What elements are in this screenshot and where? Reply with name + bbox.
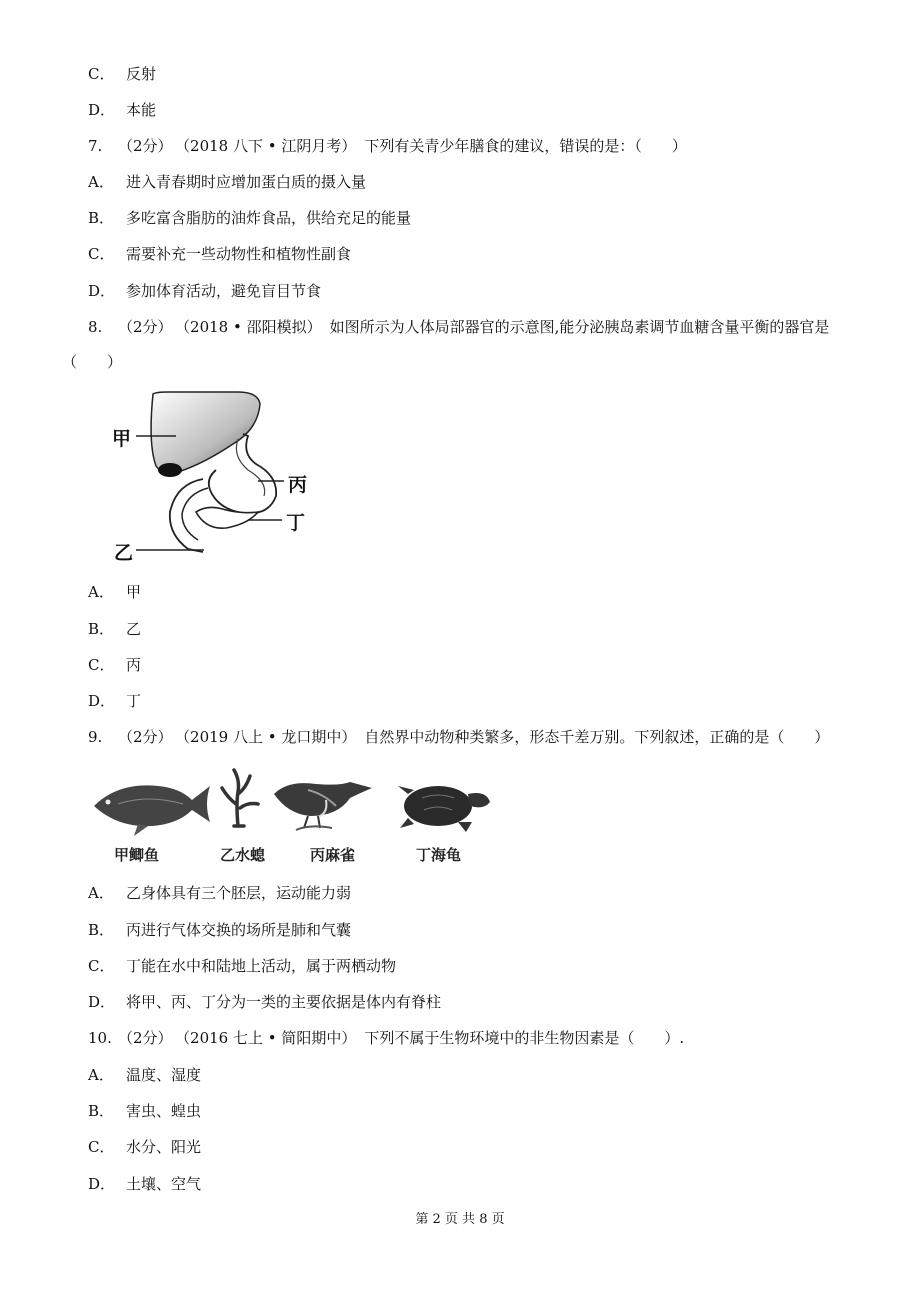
q8-option-a: A． 甲 <box>88 583 142 601</box>
q10-option-d: D． 土壤、空气 <box>88 1175 202 1193</box>
label-hydra: 乙水螅 <box>220 846 266 864</box>
q9-option-a: A． 乙身体具有三个胚层，运动能力弱 <box>88 884 352 902</box>
label-yi: 乙 <box>114 542 134 564</box>
q9-option-b: B． 丙进行气体交换的场所是肺和气囊 <box>88 921 352 939</box>
fish-image <box>94 785 210 836</box>
label-sea-turtle: 丁海龟 <box>416 846 462 864</box>
label-crucian-carp: 甲鲫鱼 <box>114 846 160 864</box>
animals-figure <box>88 764 508 868</box>
label-sparrow: 丙麻雀 <box>310 846 356 864</box>
organ-diagram <box>108 384 328 564</box>
q9-option-c: C． 丁能在水中和陆地上活动，属于两栖动物 <box>88 957 397 975</box>
animals-svg <box>88 764 508 844</box>
label-jia: 甲 <box>112 428 132 450</box>
q10-option-b: B． 害虫、蝗虫 <box>88 1102 202 1120</box>
q10-option-c: C． 水分、阳光 <box>88 1138 202 1156</box>
q9-option-d: D． 将甲、丙、丁分为一类的主要依据是体内有脊柱 <box>88 993 442 1011</box>
q8-option-c: C． 丙 <box>88 656 142 674</box>
page-footer: 第 2 页 共 8 页 <box>415 1212 505 1227</box>
q7-option-a: A． 进入青春期时应增加蛋白质的摄入量 <box>88 173 367 191</box>
q10-stem: 10. （2分） （2016 七上 • 简阳期中） 下列不属于生物环境中的非生物因素是（ ）. <box>88 1029 685 1047</box>
q8-stem-continuation: （ ） <box>62 353 123 371</box>
q7-option-d: D． 参加体育活动，避免盲目节食 <box>88 282 322 300</box>
sparrow-image <box>274 782 372 830</box>
q10-option-a: A． 温度、湿度 <box>88 1066 202 1084</box>
q6-option-d: D． 本能 <box>88 101 157 119</box>
q8-stem: 8. （2分） （2018 • 邵阳模拟） 如图所示为人体局部器官的示意图,能分泌胰岛素调节血糖含量平衡的器官是 <box>88 318 830 336</box>
pancreas-shape <box>196 507 258 528</box>
turtle-image <box>398 786 490 832</box>
label-bing: 丙 <box>288 474 308 496</box>
gallbladder-shape <box>158 463 182 477</box>
liver-shape <box>151 392 260 473</box>
q9-stem: 9. （2分） （2019 八上 • 龙口期中） 自然界中动物种类繁多，形态千差万别。下列叙述，正确的是（ ） <box>88 728 830 746</box>
q8-option-b: B． 乙 <box>88 620 142 638</box>
hydra-image <box>222 770 258 826</box>
q7-stem: 7. （2分） （2018 八下 • 江阴月考） 下列有关青少年膳食的建议，错误的是：（ ） <box>88 137 687 155</box>
q7-option-b: B． 多吃富含脂肪的油炸食品，供给充足的能量 <box>88 209 412 227</box>
q8-option-d: D． 丁 <box>88 692 142 710</box>
label-ding: 丁 <box>286 512 306 534</box>
q6-option-c: C． 反射 <box>88 65 157 83</box>
q7-option-c: C． 需要补充一些动物性和植物性副食 <box>88 245 352 263</box>
